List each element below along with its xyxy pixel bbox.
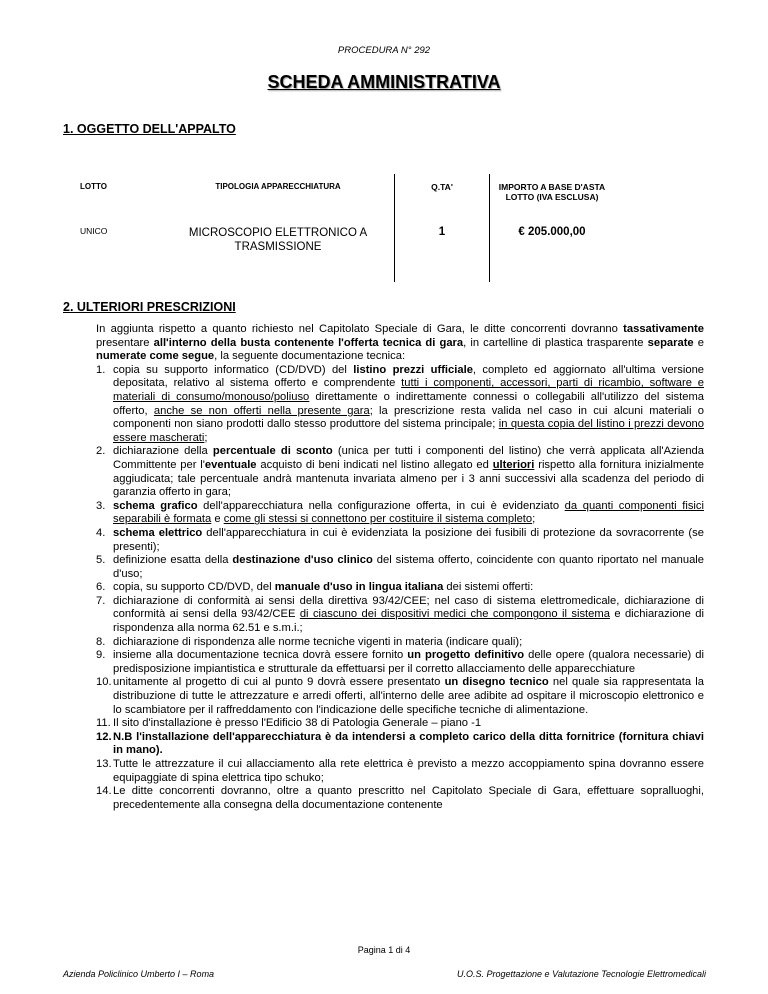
intro-bold: tassativamente: [623, 323, 704, 335]
list-item: [96, 676, 704, 717]
item-text: insieme alla documentazione tecnica dovrà essere fornito: [113, 649, 408, 662]
intro-text: , la seguente documentazione tecnica:: [214, 350, 406, 363]
cell-lotto: UNICO: [80, 226, 108, 236]
item-bold: schema elettrico: [113, 526, 203, 539]
header-importo: IMPORTO A BASE D'ASTA LOTTO (IVA ESCLUSA): [498, 182, 606, 202]
item-bold: listino prezzi ufficiale: [353, 363, 473, 376]
table-row: [72, 220, 614, 282]
item-underlined: in questa copia del listino i prezzi devono essere mascherati: [113, 418, 704, 444]
list-item: [96, 364, 704, 446]
page-number: Pagina 1 di 4: [357, 945, 411, 955]
list-item: [96, 500, 704, 527]
item-number: 4.: [96, 526, 106, 539]
item-number: 9.: [96, 649, 106, 662]
item-text: e: [211, 513, 224, 526]
item-text: nel quale sia rappresentata la distribuzione di tutte le attrezzature e arredi offerti, all'interno delle aree adibite ad ospitare il microscopio elettronico e lo scambiatore per il raffreddamento con l'indicazione delle specifiche tecniche di alimentazione.: [113, 676, 704, 716]
item-number: 7.: [96, 594, 106, 607]
prescriptions-body: [96, 323, 704, 812]
item-text: ; la prescrizione resta valida nel caso in cui alcuni materiali o componenti non siano prodotti dallo stesso produttore del sistema principale;: [113, 404, 704, 431]
procedure-header: PROCEDURA N° 292: [337, 45, 431, 56]
item-text: copia, su supporto CD/DVD, del: [113, 581, 275, 594]
item-number: 11.: [96, 717, 111, 730]
item-number: 13.: [96, 758, 112, 770]
intro-text: presentare: [96, 336, 154, 349]
item-text: ;: [204, 431, 208, 444]
item-number: 3.: [96, 499, 106, 512]
section-2-heading: 2. ULTERIORI PRESCRIZIONI: [63, 300, 236, 314]
lot-table: [72, 174, 614, 282]
item-underlined: di ciascuno dei dispositivi medici che compongono il sistema: [299, 608, 610, 621]
item-number: 6.: [96, 581, 106, 594]
section-1-heading: 1. OGGETTO DELL'APPALTO: [63, 122, 236, 136]
header-tipologia: TIPOLOGIA APPARECCHIATURA: [162, 174, 395, 220]
item-underlined: come gli stessi si connettono per costituire il sistema completo: [223, 513, 533, 526]
item-number: 5.: [96, 554, 106, 567]
item-text: , completo ed aggiornato all'ultima versione depositata, relativo al sistema offerto e comprendente: [113, 363, 705, 390]
list-item: [96, 445, 704, 499]
intro-paragraph: [96, 323, 704, 364]
list-item: [96, 649, 704, 676]
item-text: del sistema offerto, coincidente con quanto riportato nel manuale d'uso;: [113, 554, 704, 580]
item-text: acquisto di beni indicati nel listino allegato ed: [256, 458, 493, 471]
intro-text: , in cartelline di plastica trasparente: [463, 336, 648, 349]
table-header-row: [72, 174, 614, 220]
item-text: dichiarazione della: [113, 445, 213, 458]
footer-left: Azienda Policlinico Umberto I – Roma: [63, 969, 215, 979]
footer-right: U.O.S. Progettazione e Valutazione Tecnologie Elettromedicali: [457, 969, 706, 979]
item-bold-underlined: ulteriori: [492, 458, 535, 471]
item-bold: manuale d'uso in lingua italiana: [274, 581, 444, 594]
item-bold: un disegno tecnico: [444, 676, 549, 689]
item-text: definizione esatta della: [113, 554, 233, 567]
item-underlined: da quanti componenti fisici separabili è formata: [113, 499, 705, 526]
cell-tipologia: MICROSCOPIO ELETTRONICO A TRASMISSIONE: [162, 220, 395, 282]
document-title: SCHEDA AMMINISTRATIVA: [267, 72, 501, 92]
item-text: unitamente al progetto di cui al punto 9 dovrà essere presentato: [113, 676, 445, 689]
intro-text: In aggiunta rispetto a quanto richiesto nel Capitolato Speciale di Gara, le ditte concorrenti dovranno: [96, 323, 624, 335]
item-text: Il sito d'installazione è presso l'Edificio 38 di Patologia Generale – piano -1: [113, 717, 482, 730]
item-text: Tutte le attrezzature il cui allacciamento alla rete elettrica è previsto a mezzo accoppiamento spina dovranno essere equipaggiate di spina elettrica tipo schuko;: [113, 758, 704, 784]
item-bold: schema grafico: [113, 499, 198, 512]
item-text: ;: [532, 513, 536, 526]
list-item: [96, 581, 704, 595]
list-item: [96, 636, 704, 650]
item-text: e dichiarazione di rispondenza alla norma 62.51 e s.m.i.;: [113, 608, 704, 635]
item-number: 8.: [96, 635, 106, 648]
prescription-list: [96, 364, 704, 813]
header-lotto: LOTTO: [80, 182, 107, 191]
cell-importo: € 205.000,00: [518, 226, 586, 238]
item-number: 10.: [96, 676, 112, 689]
item-text: delle opere (qualora necessarie) di predisposizione impiantistica e strutturale da effettuarsi per il corretto allacciamento delle apparecchiature: [113, 649, 705, 675]
item-number: 12.: [96, 730, 112, 743]
intro-bold: numerate come segue: [96, 350, 215, 363]
item-bold: eventuale: [204, 458, 257, 471]
item-text: (unica per tutti i componenti del listino) che verrà applicata all'Azienda Committente per l': [113, 445, 704, 471]
item-text: Le ditte concorrenti dovranno, oltre a quanto prescritto nel Capitolato Speciale di Gara, effettuare sopralluoghi, precedentemente alla consegna della documentazione contenente: [113, 785, 704, 811]
item-number: 2.: [96, 445, 106, 458]
intro-bold: all'interno della busta contenente l'offerta tecnica di gara: [153, 336, 464, 349]
item-text: dichiarazione di conformità ai sensi della direttiva 93/42/CEE; nel caso di sistema elettromedicale, dichiarazione di conformità ai sensi della 93/42/CEE: [113, 594, 704, 621]
list-item: [96, 785, 704, 812]
item-text: copia su supporto informatico (CD/DVD) del: [113, 363, 354, 376]
item-bold: un progetto definitivo: [407, 649, 525, 662]
item-bold: percentuale di sconto: [212, 445, 333, 458]
item-text: dei sistemi offerti:: [443, 581, 534, 594]
list-item: [96, 554, 704, 581]
item-number: 14.: [96, 785, 112, 798]
intro-bold: separate: [647, 336, 694, 349]
item-bold: destinazione d'uso clinico: [232, 554, 373, 567]
item-number: 1.: [96, 363, 106, 376]
item-text: direttamente o indirettamente connessi o collegabili all'utilizzo del sistema offerto,: [113, 390, 704, 417]
item-text: dell'apparecchiatura nella configurazione offerta, in cui è evidenziato: [197, 499, 565, 512]
item-underlined: anche se non offerti nella presente gara: [153, 404, 370, 417]
item-text: rispetto alla fornitura inizialmente aggiudicata; tale percentuale andrà mantenuta invariata almeno per i 3 anni successivi alla scadenza del periodo di garanzia offerto in gara;: [113, 458, 704, 499]
header-qta: Q.TA': [395, 174, 490, 220]
list-item: [96, 527, 704, 554]
item-bold: N.B l'installazione dell'apparecchiatura è da intendersi a completo carico della ditta fornitrice (fornitura chiavi in mano).: [113, 730, 704, 757]
item-text: dichiarazione di rispondenza alle norme tecniche vigenti in materia (indicare quali);: [113, 635, 523, 648]
intro-text: e: [693, 336, 704, 349]
list-item: [96, 731, 704, 758]
item-text: dell'apparecchiatura in cui è evidenziata la posizione dei fusibili di protezione da sovracorrente (se presenti);: [113, 526, 704, 553]
list-item: [96, 717, 704, 731]
list-item: [96, 595, 704, 636]
list-item: [96, 758, 704, 785]
cell-qta: 1: [395, 220, 490, 282]
item-underlined: tutti i componenti, accessori, parti di ricambio, software e materiali di consumo/monouso/poliuso: [113, 377, 704, 403]
